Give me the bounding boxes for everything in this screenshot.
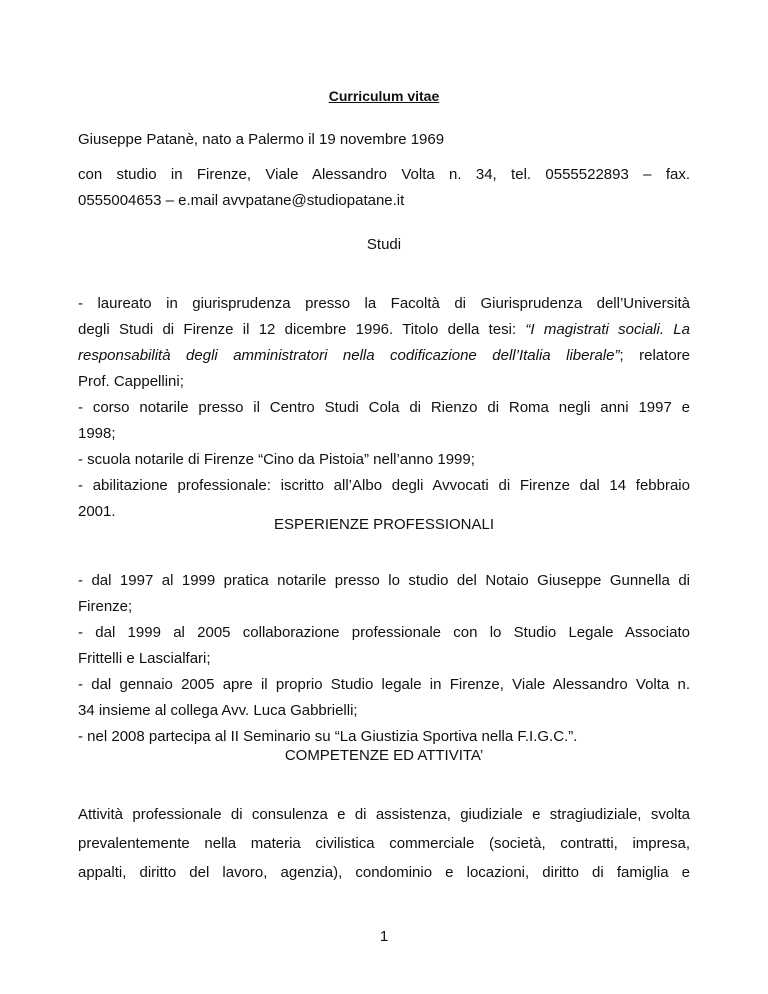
intro-contact: con studio in Firenze, Viale Alessandro Volta n. 34, tel. 0555522893 – fax. 0555004653 – e.mail avvpatane@studiopatane.it — [78, 166, 690, 209]
esperienze-heading: ESPERIENZE PROFESSIONALI — [273, 516, 495, 533]
list-item: - laureato in giurisprudenza presso la Facoltà di Giurisprudenza dell’Università — [78, 295, 690, 312]
intro-name-line: Giuseppe Patanè, nato a Palermo il 19 novembre 1969 — [78, 131, 445, 148]
list-item: - dal 1999 al 2005 collaborazione professionale con lo Studio Legale Associato — [78, 624, 690, 641]
list-item: - dal 1997 al 1999 pratica notarile presso lo studio del Notaio Giuseppe Gunnella di — [78, 572, 690, 589]
list-item: - corso notarile presso il Centro Studi Cola di Rienzo di Roma negli anni 1997 e — [78, 399, 690, 416]
document-title: Curriculum vitae — [328, 88, 440, 104]
esperienze-list: - dal 1997 al 1999 pratica notarile presso lo studio del Notaio Giuseppe Gunnella di Firenze; - dal 1999 al 2005 collaborazione professionale con lo Studio Legale Associato Frittelli e Lascialfari; - dal gennaio 2005 apre il proprio Studio legale in Firenze, Viale Alessandro Volta n. 34 insieme al collega Avv. Luca Gabbrielli; - nel 2008 partecipa al II Seminario su “La Giustizia Sportiva nella F.I.G.C.”. — [78, 568, 690, 750]
list-item: - dal gennaio 2005 apre il proprio Studio legale in Firenze, Viale Alessandro Volta n. — [78, 676, 690, 693]
competenze-heading: COMPETENZE ED ATTIVITA’ — [284, 747, 484, 764]
list-item: - nel 2008 partecipa al II Seminario su “La Giustizia Sportiva nella F.I.G.C.”. — [78, 728, 578, 745]
page-number: 1 — [379, 928, 389, 945]
studi-heading: Studi — [366, 236, 402, 253]
list-item: - abilitazione professionale: iscritto all’Albo degli Avvocati di Firenze dal 14 febbraio — [78, 477, 690, 494]
list-item: - scuola notarile di Firenze “Cino da Pistoia” nell’anno 1999; — [78, 451, 475, 468]
competenze-paragraph: Attività professionale di consulenza e di assistenza, giudiziale e stragiudiziale, svolta prevalentemente nella materia civilistica commerciale (società, contratti, impresa, appalti, diritto del lavoro, agenzia), condominio e locazioni, diritto di famiglia e — [78, 806, 690, 881]
studi-list: - laureato in giurisprudenza presso la Facoltà di Giurisprudenza dell’Università degli Studi di Firenze il 12 dicembre 1996. Titolo della tesi: “I magistrati sociali. La responsabilità degli amministratori nella codificazione dell’Italia liberale”; relatore Prof. Cappellini; - corso notarile presso il Centro Studi Cola di Rienzo di Roma negli anni 1997 e 1998; - scuola notarile di Firenze “Cino da Pistoia” nell’anno 1999; - abilitazione professionale: iscritto all’Albo degli Avvocati di Firenze dal 14 febbraio 2001. — [78, 291, 690, 525]
